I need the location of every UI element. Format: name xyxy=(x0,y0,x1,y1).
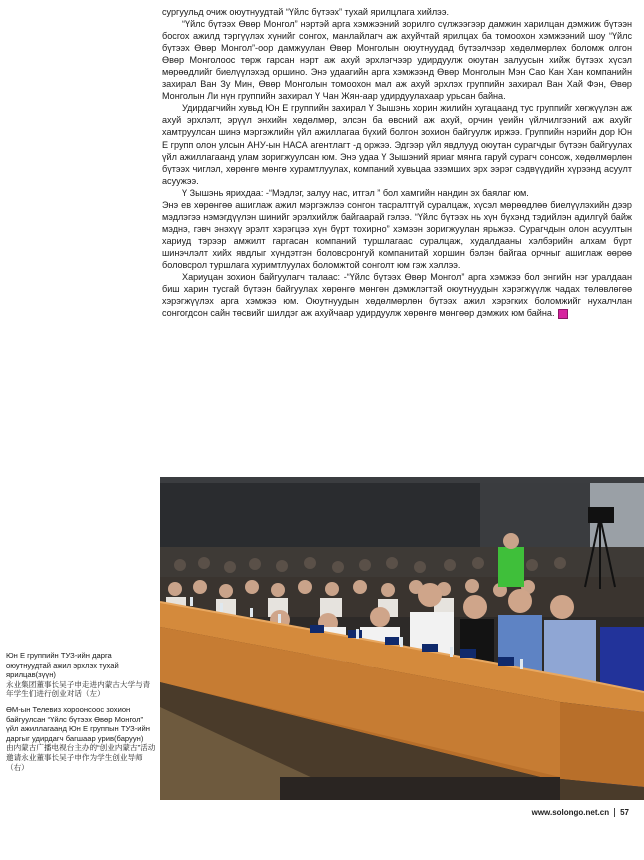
lecture-hall-photo xyxy=(160,477,644,800)
paragraph-5-text: Хариуцан зохион байгуулагч талаас: -“Үйлс бүтээх Өвөр Монгол” арга хэмжээ бол энгийн нэг уралдаан биш харин тусгай бүтээн байгуулах хөрөнгө мөнгөн дэмжлэгтэй оюутнуудын хэрэгжүүлж чадах төлөвлөгөө хэрэгжүүлэх арга хэмжээ юм. Оюутнуудын хөдөлмөрлөн бүтээх ажил хэрэгких боломжийг нухалчлан сонгогдсон сайн төсвийг шилдэг аж ахуйчаар удирдуулж хөрөнгө мөнгөөр дэмжих юм байна. xyxy=(162,272,632,319)
paragraph-4: Ү Зышэнь ярихдаа: -“Мэдлэг, залуу нас, итгэл ” бол хамгийн нандин эх баялаг юм. Энэ ев хөрөнгөө ашиглаж ажил мэргэжлээ сонгон тасралтгүй суралцаж, хүсэл мөрөөдлөө биелүүлэхийн дээр мэдлэгээ нэмэгдүүлэн шинийг эрэлхийлж байгаарай гэлээ. “Үйлс бүтээх нь хүн бүхэнд тэдийлэн адилгүй байж мэднэ, гэвч энэхүү эрэлт хэрэгцээ хүн бүрт тохирно” хэмээн зоригжуулан ярьжээ. Сурагчдын олон асуултын хариуд тэрээр амжилт гаргасан компаний туршлагаас суралцаж, худалдааны хэлбэрийн алхам бүрт шинэчлэлт хийх явдлыг хүндэтгэн боловсронгуй компанитай хоршин бэлэн байгаа орчныг ашиглаж өөрөө боловсрол туршлага хуримтлуулах боломжтой сонголт юм гэж хэллээ. xyxy=(162,187,632,270)
paragraph-5 xyxy=(162,271,632,319)
paragraph-1: сургуульд очиж оюутнуудтай “Үйлс бүтээх” тухай ярилцлага хийлээ. xyxy=(162,7,449,17)
caption-right: ӨМ-ын Телевиз хороонсоос зохион байгуулсан “Үйлс бүтээх Өвөр Монгол” үйл ажиллагаанд Юн Е группын ТУЗ-ийн даргыг удирдагч багшаар урив(баруун) 由内蒙古广播电视台主办的“创业内蒙古”活动邀请永业董事长吴子申作为学生创业导师（右） xyxy=(6,704,156,772)
paragraph-2: “Үйлс бүтээх Өвөр Монгол” нэртэй арга хэмжээний зорилго сүлжээгээр дамжин харилцан дэмжиж бүтээн босгох ажилд тэргүүлэх хүнийг сонгох, манлайлагч аж ахуйчтай ярилцах ба томоохон хэмжээний шоу “Үйлс бүтээх Өвөр Монгол”-оор дамжуулан Өвөр Монголын оюутнуудад бүтээлчээр хөдөлмөрлөх боломж олгон Өвөр Монголоос төрж гарсан нэрт аж ахуй эрхлэгчээр удирдуулж оюутан залуусын хийж бүтээх хүсэл мөрөөдлийг биелүүлэхэд оршино. Энэ удаагийн арга хэмжээнд Өвөр Монголын Мэн Сао Кан Хан компанийн захирал Ван Зу Мин, Өвөр Монголын томоохон мал аж ахуй эрхлэх группийн захирал Ван Хай Фэн, Өвөр Монголын Ли нүн группийн захирал Ү Чан Жян-аар удирдуулахаар урьсан байна. xyxy=(162,19,632,102)
footer-url: www.solongo.net.cn xyxy=(531,808,610,817)
page-footer xyxy=(532,808,629,817)
photo-captions xyxy=(6,651,156,778)
lecture-hall-photo-illustration xyxy=(160,477,644,800)
paragraph-3: Удирдагчийн хувьд Юн Е группийн захирал Ү Зышэнь хорин жилийн хугацаанд тус группийг хөгжүүлэн аж ахуй эрхлэлт, эрүүл энхийн хөдөлмөр, элсэн ба өвсний аж ахуй, орчин үеийн үйлчилгээний аж ахуйг хамтруулсан шинэ мэргэжлийн үйл ажиллагаа бүхий болгон зохион байгуулж иржээ. Группийн нэрийн дор Юн Е групп олон улсын АНУ-ын НАСА агентлагт -д оржээ. Эдгээр үйл явдлууд оюутан сурагчдыг бүтээн байгуулах үйл ажиллагаанд улам зоригжуулсан юм. Энэ удаа Ү Зышэний яриаг мянга гаруй сурагч сонсож, хөдөлмөрлөн бүтээх чиглэл, хөрөнгө мөнгө хурамтлуулах, компаний хувьцаа эзэмших эрх ээрэг сэдвүүдийн хүрээнд асуулт асуужээ. xyxy=(162,103,632,186)
page-number: 57 xyxy=(620,808,629,817)
caption-left: Юн Е группийн ТУЗ-ийн дарга оюутнуудтай ажил эрхлэх тухай ярилцав(зүүн) 永业集团董事长吴子申走进内蒙古大学与青年学生们进行创业对话（左） xyxy=(6,651,151,699)
end-mark-icon xyxy=(558,309,568,319)
footer-separator xyxy=(614,808,615,817)
article-body xyxy=(162,6,632,319)
